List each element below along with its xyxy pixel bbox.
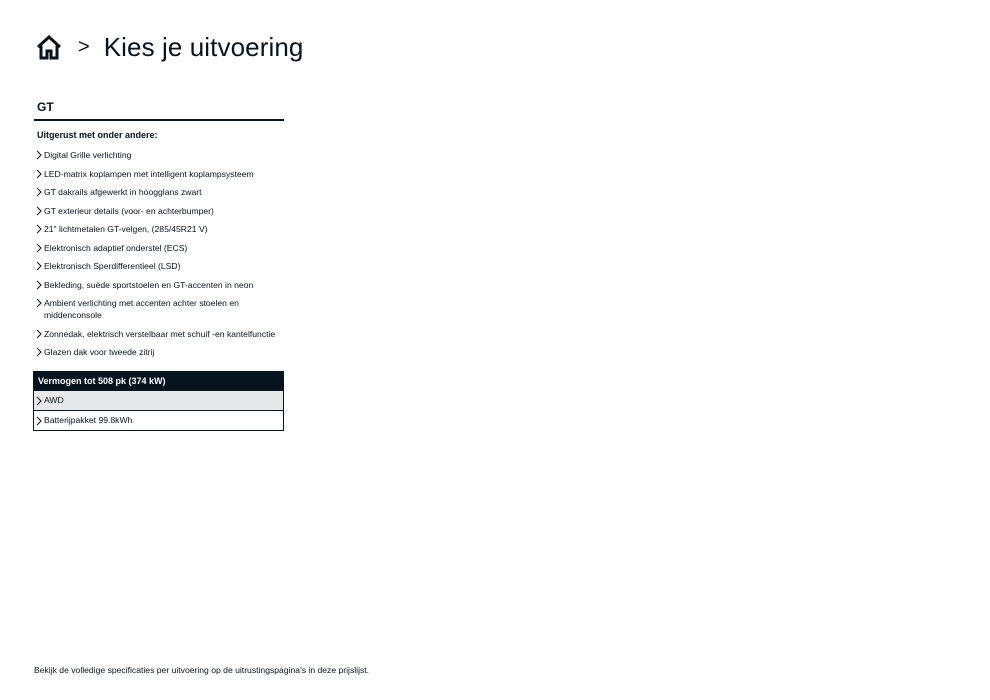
chevron-right-icon	[36, 187, 42, 197]
feature-item	[34, 343, 284, 362]
feature-text: Elektronisch adaptief onderstel (ECS)	[44, 242, 188, 253]
feature-list	[34, 146, 284, 362]
feature-text: Glazen dak voor tweede zitrij	[44, 347, 155, 357]
power-table	[33, 371, 284, 431]
feature-item	[34, 183, 284, 202]
feature-text: Bekleding, suède sportstoelen en GT-accenten in neon	[44, 279, 254, 290]
trim-panel	[34, 100, 284, 362]
feature-text: Elektronisch Sperdifferentieel (LSD)	[44, 261, 181, 271]
chevron-right-icon	[36, 396, 42, 406]
feature-item	[34, 165, 284, 184]
feature-item	[34, 325, 284, 344]
feature-item	[34, 220, 284, 239]
trim-name: GT	[34, 100, 284, 121]
chevron-right-icon	[36, 329, 42, 339]
power-option-text: AWD	[44, 395, 64, 405]
feature-item	[34, 294, 284, 325]
breadcrumb	[36, 30, 303, 64]
feature-text: Digital Grille verlichting	[44, 150, 132, 160]
feature-text: GT dakrails afgewerkt in hoogglans zwart	[44, 187, 202, 197]
power-option-row	[34, 391, 283, 411]
feature-item	[34, 257, 284, 276]
feature-item	[34, 202, 284, 221]
power-option-row	[34, 411, 283, 430]
chevron-right-icon	[36, 280, 42, 290]
breadcrumb-separator: >	[78, 35, 90, 58]
feature-text: Zonnedak, elektrisch verstelbaar met schuif -en kantelfunctie	[44, 328, 276, 339]
page-title: Kies je uitvoering	[103, 31, 304, 62]
chevron-right-icon	[36, 347, 42, 357]
chevron-right-icon	[36, 224, 42, 234]
chevron-right-icon	[36, 243, 42, 253]
home-icon[interactable]	[36, 34, 62, 60]
chevron-right-icon	[36, 261, 42, 271]
chevron-right-icon	[36, 169, 42, 179]
feature-item	[34, 276, 284, 295]
feature-text: GT exterieur details (voor- en achterbumper)	[44, 205, 214, 216]
equipped-label: Uitgerust met onder andere:	[37, 130, 158, 140]
feature-text: Ambient verlichting met accenten achter stoelen en middenconsole	[44, 298, 239, 320]
chevron-right-icon	[36, 416, 42, 426]
power-heading: Vermogen tot 508 pk (374 kW)	[34, 372, 283, 391]
feature-text: 21" lichtmetalen GT-velgen, (285/45R21 V)	[44, 224, 208, 234]
feature-item	[34, 239, 284, 258]
power-option-text: Batterijpakket 99.8kWh	[44, 415, 133, 425]
footnote: Bekijk de volledige specificaties per uitvoering op de uitrustingspagina's in deze prijslijst.	[34, 665, 370, 675]
chevron-right-icon	[36, 298, 42, 308]
feature-item	[34, 146, 284, 165]
feature-text: LED-matrix koplampen met intelligent koplampsysteem	[44, 168, 254, 179]
chevron-right-icon	[36, 150, 42, 160]
chevron-right-icon	[36, 206, 42, 216]
